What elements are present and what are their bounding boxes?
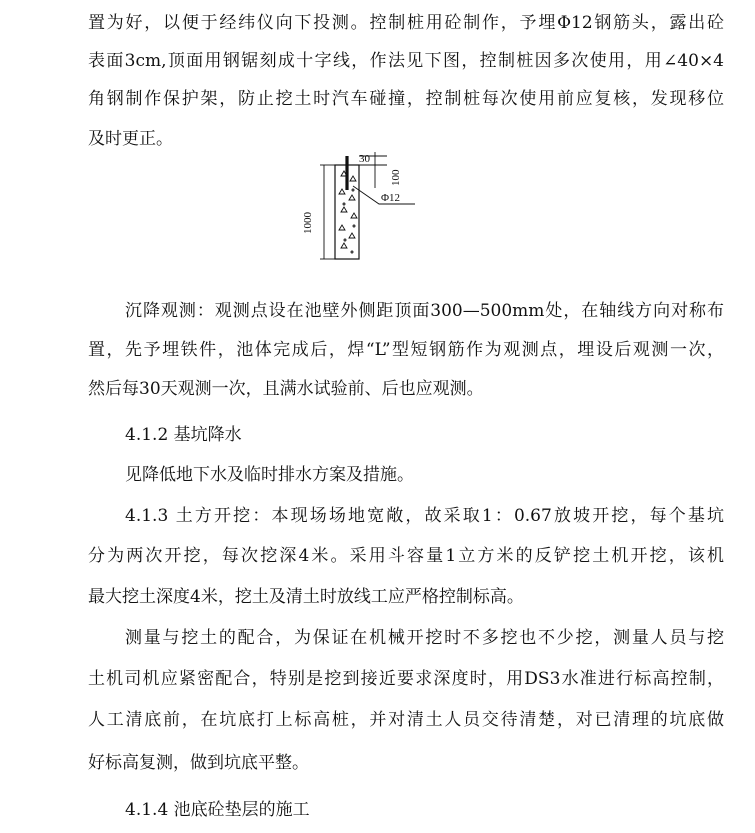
text-line (0, 335, 755, 365)
text-line (0, 46, 755, 76)
text-line (0, 420, 755, 450)
section-heading-4-1-2: 4.1.2 基坑降水 (125, 425, 242, 445)
text-line (0, 582, 755, 612)
paragraph-line: 沉降观测：观测点设在池壁外侧距顶面300—500mm处，在轴线方向对称布 (125, 301, 724, 321)
paragraph-line: 角钢制作保护架，防止挖土时汽车碰撞，控制桩每次使用前应复核，发现移位 (88, 89, 724, 109)
paragraph-line: 人工清底前，在坑底打上标高桩，并对清土人员交待清楚，对已清理的坑底做 (88, 710, 724, 730)
paragraph-line: 表面3cm,顶面用钢锯刻成十字线，作法见下图，控制桩因多次使用，用∠40×4 (88, 51, 724, 71)
paragraph-line: 置为好，以便于经纬仪向下投测。控制桩用砼制作，予埋Φ12钢筋头，露出砼 (88, 13, 724, 33)
text-line (0, 8, 755, 38)
text-line (0, 296, 755, 326)
dim-label-right: 100 (390, 169, 402, 186)
paragraph-line: 及时更正。 (88, 129, 173, 149)
rebar-label: Φ12 (381, 192, 401, 204)
paragraph-line: 然后每30天观测一次，且满水试验前、后也应观测。 (88, 379, 484, 399)
paragraph-line: 见降低地下水及临时排水方案及措施。 (125, 465, 414, 485)
paragraph-line: 好标高复测，做到坑底平整。 (88, 753, 309, 773)
text-line (0, 84, 755, 114)
section-heading-4-1-4: 4.1.4 池底砼垫层的施工 (125, 800, 310, 820)
text-line (0, 623, 755, 653)
text-line (0, 705, 755, 735)
diagram-svg (295, 152, 435, 270)
text-line (0, 124, 755, 154)
paragraph-line: 4.1.3 土方开挖：本现场场地宽敞，故采取1：0.67放坡开挖，每个基坑 (125, 506, 724, 526)
paragraph-line: 测量与挖土的配合，为保证在机械开挖时不多挖也不少挖，测量人员与挖 (125, 628, 724, 648)
dim-label-top: 30 (359, 153, 370, 165)
text-line (0, 795, 755, 825)
paragraph-line: 分为两次开挖，每次挖深4米。采用斗容量1立方米的反铲挖土机开挖，该机 (88, 546, 724, 566)
text-line (0, 748, 755, 778)
paragraph-line: 土机司机应紧密配合，特别是挖到接近要求深度时，用DS3水准进行标高控制， (88, 669, 724, 689)
text-line (0, 460, 755, 490)
control-pile-diagram (295, 152, 435, 270)
text-line (0, 664, 755, 694)
text-line (0, 501, 755, 531)
paragraph-line: 置，先予埋铁件，池体完成后，焊“L”型短钢筋作为观测点，埋设后观测一次， (88, 340, 724, 360)
dim-label-left: 1000 (302, 212, 314, 234)
text-line (0, 374, 755, 404)
text-line (0, 541, 755, 571)
paragraph-line: 最大挖土深度4米，挖土及清土时放线工应严格控制标高。 (88, 587, 524, 607)
